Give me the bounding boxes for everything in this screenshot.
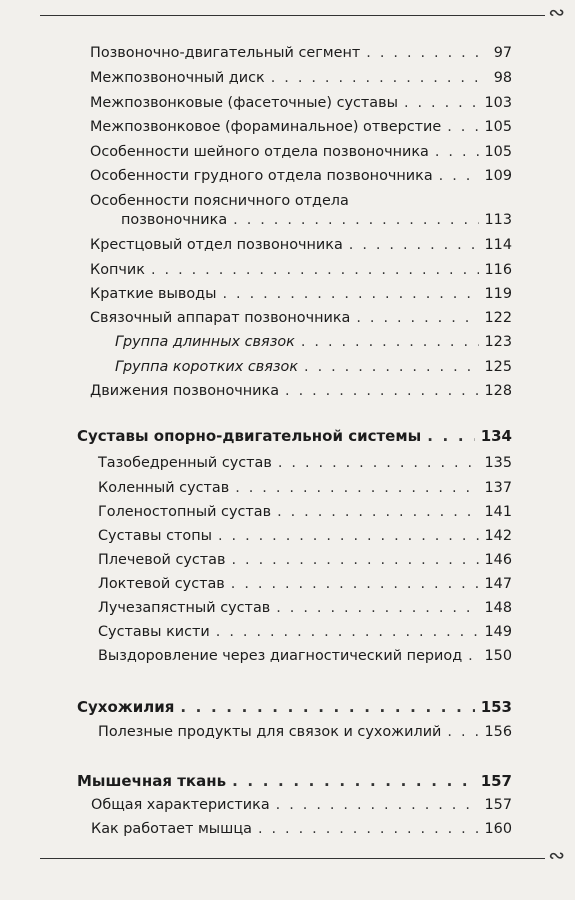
toc-entry[interactable]: Крестцовый отдел позвоночника . . . 114 <box>90 237 512 253</box>
toc-entry[interactable]: Копчик . . . 116 <box>90 262 512 278</box>
toc-entry[interactable]: Общая характеристика . . . 157 <box>91 797 512 813</box>
toc-subentry[interactable]: Группа длинных связок . . . 123 <box>115 334 512 350</box>
toc-entry[interactable]: Тазобедренный сустав . . . 135 <box>98 455 512 471</box>
toc-section-heading[interactable]: Суставы опорно-двигательной системы . . . 134 <box>77 427 512 445</box>
toc-entry[interactable]: Движения позвоночника . . . 128 <box>90 383 512 399</box>
toc-entry[interactable]: Межпозвоночный диск . . . 98 <box>90 70 512 86</box>
toc-entry-label-line1: Особенности поясничного отдела <box>90 193 349 209</box>
toc-entry[interactable]: позвоночника . . . 113 <box>121 212 512 228</box>
toc-entry[interactable]: Коленный сустав . . . 137 <box>98 480 512 496</box>
toc-entry[interactable]: Лучезапястный сустав . . . 148 <box>98 600 512 616</box>
toc-section-heading[interactable]: Мышечная ткань . . . 157 <box>77 772 512 790</box>
toc-entry[interactable]: Плечевой сустав . . . 146 <box>98 552 512 568</box>
toc-entry[interactable]: Краткие выводы . . . 119 <box>90 286 512 302</box>
toc-entry[interactable]: Полезные продукты для связок и сухожилий . . . 156 <box>98 724 512 740</box>
toc-entry[interactable]: Суставы стопы . . . 142 <box>98 528 512 544</box>
toc-entry[interactable]: Межпозвонковые (фасеточные) суставы . . . 103 <box>90 95 512 111</box>
toc-entry[interactable]: Позвоночно-двигательный сегмент . . . 97 <box>90 45 512 61</box>
toc-entry[interactable]: Выздоровление через диагностический период . . . 150 <box>98 648 512 664</box>
toc-entry[interactable]: Голеностопный сустав . . . 141 <box>98 504 512 520</box>
toc-section-heading[interactable]: Сухожилия . . . 153 <box>77 698 512 716</box>
toc-entry[interactable]: Как работает мышца . . . 160 <box>91 821 512 837</box>
toc-subentry[interactable]: Группа коротких связок . . . 125 <box>115 359 512 375</box>
toc-entry[interactable]: Особенности шейного отдела позвоночника . . . 105 <box>90 144 512 160</box>
toc-entry[interactable]: Особенности грудного отдела позвоночника . . . 109 <box>90 168 512 184</box>
toc-entry[interactable]: Суставы кисти . . . 149 <box>98 624 512 640</box>
toc-entry[interactable]: Связочный аппарат позвоночника . . . 122 <box>90 310 512 326</box>
toc-entry[interactable]: Локтевой сустав . . . 147 <box>98 576 512 592</box>
ornament-curl-icon: ∾ <box>548 843 565 867</box>
ornament-curl-icon: ∾ <box>548 0 565 24</box>
toc-entry[interactable]: Межпозвонковое (фораминальное) отверстие . . . 105 <box>90 119 512 135</box>
bottom-rule <box>40 858 545 859</box>
